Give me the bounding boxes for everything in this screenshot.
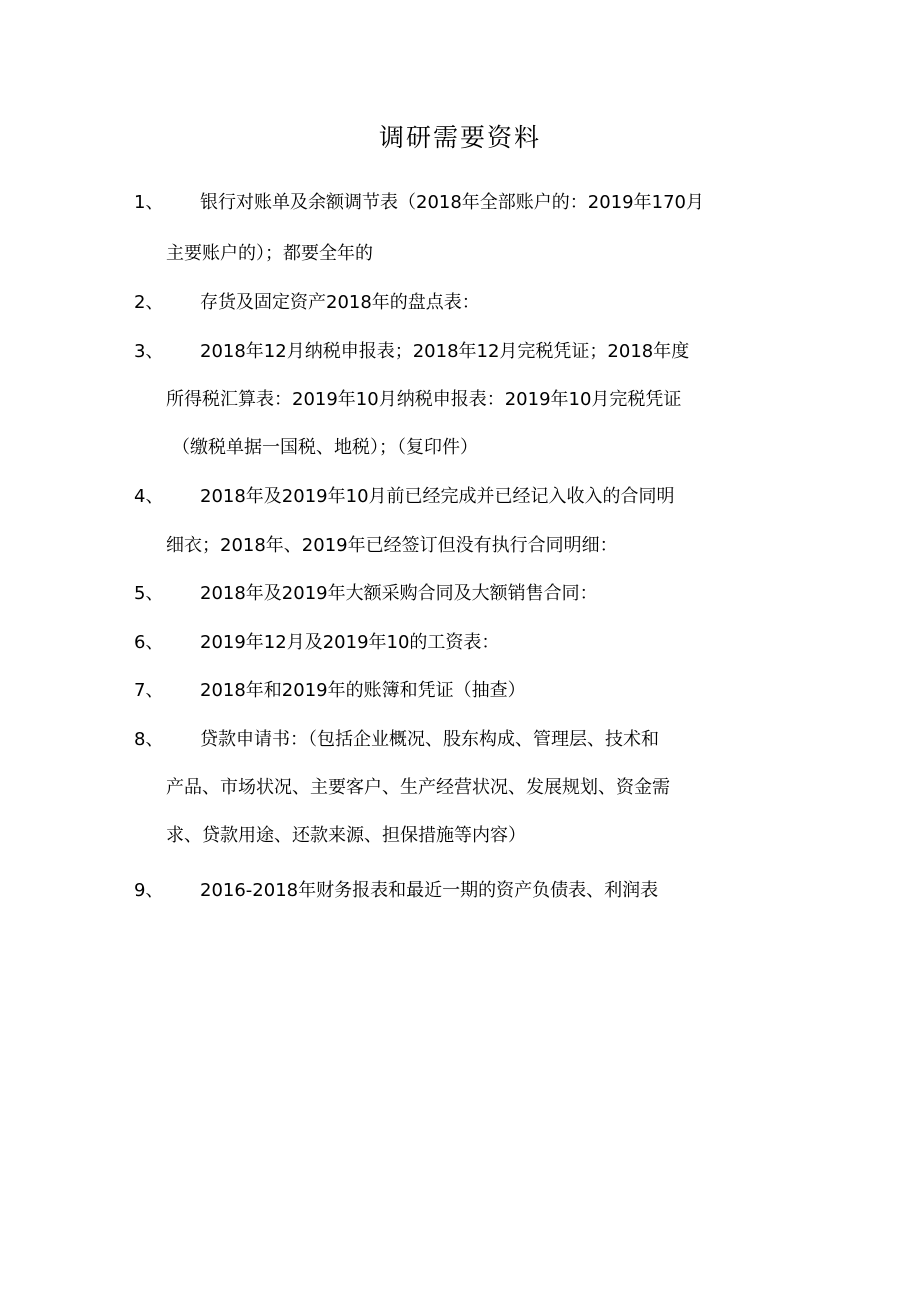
item-9-line-1: 2016-2018年财务报表和最近一期的资产负债表、利润表 — [200, 880, 659, 901]
item-7-line-1: 2018年和2019年的账簿和凭证（抽查） — [200, 680, 526, 701]
item-3-line-3: （缴税单据一国税、地税）；（复印件） — [172, 437, 478, 458]
page-title: 调研需要资料 — [378, 123, 541, 152]
item-2-number: 2、 — [134, 292, 164, 313]
item-7-number: 7、 — [134, 680, 164, 701]
item-3-number: 3、 — [134, 341, 164, 362]
item-4-line-1: 2018年及2019年10月前已经完成并已经记入收入的合同明 — [200, 486, 675, 507]
item-4-line-2: 细衣；2018年、2019年已经签订但没有执行合同明细： — [166, 535, 618, 556]
item-9-number: 9、 — [134, 880, 164, 901]
item-1-number: 1、 — [134, 192, 164, 213]
item-1-line-2: 主要账户的）；都要全年的 — [166, 243, 373, 264]
item-6-line-1: 2019年12月及2019年10的工资表： — [200, 632, 500, 653]
item-4-number: 4、 — [134, 486, 164, 507]
item-8-line-3: 求、贷款用途、还款来源、担保措施等内容） — [166, 825, 526, 846]
item-8-number: 8、 — [134, 729, 164, 750]
item-2-line-1: 存货及固定资产2018年的盘点表： — [200, 292, 480, 313]
item-8-line-1: 贷款申请书：（包括企业概况、股东构成、管理层、技术和 — [200, 729, 659, 750]
item-3-line-2: 所得税汇算表：2019年10月纳税申报表：2019年10月完税凭证 — [166, 389, 682, 410]
item-3-line-1: 2018年12月纳税申报表；2018年12月完税凭证；2018年度 — [200, 341, 690, 362]
item-5-number: 5、 — [134, 583, 164, 604]
item-1-line-1: 银行对账单及余额调节表（2018年全部账户的：2019年170月 — [200, 192, 704, 213]
item-6-number: 6、 — [134, 632, 164, 653]
item-5-line-1: 2018年及2019年大额采购合同及大额销售合同： — [200, 583, 598, 604]
item-8-line-2: 产品、市场状况、主要客户、生产经营状况、发展规划、资金需 — [166, 777, 670, 798]
